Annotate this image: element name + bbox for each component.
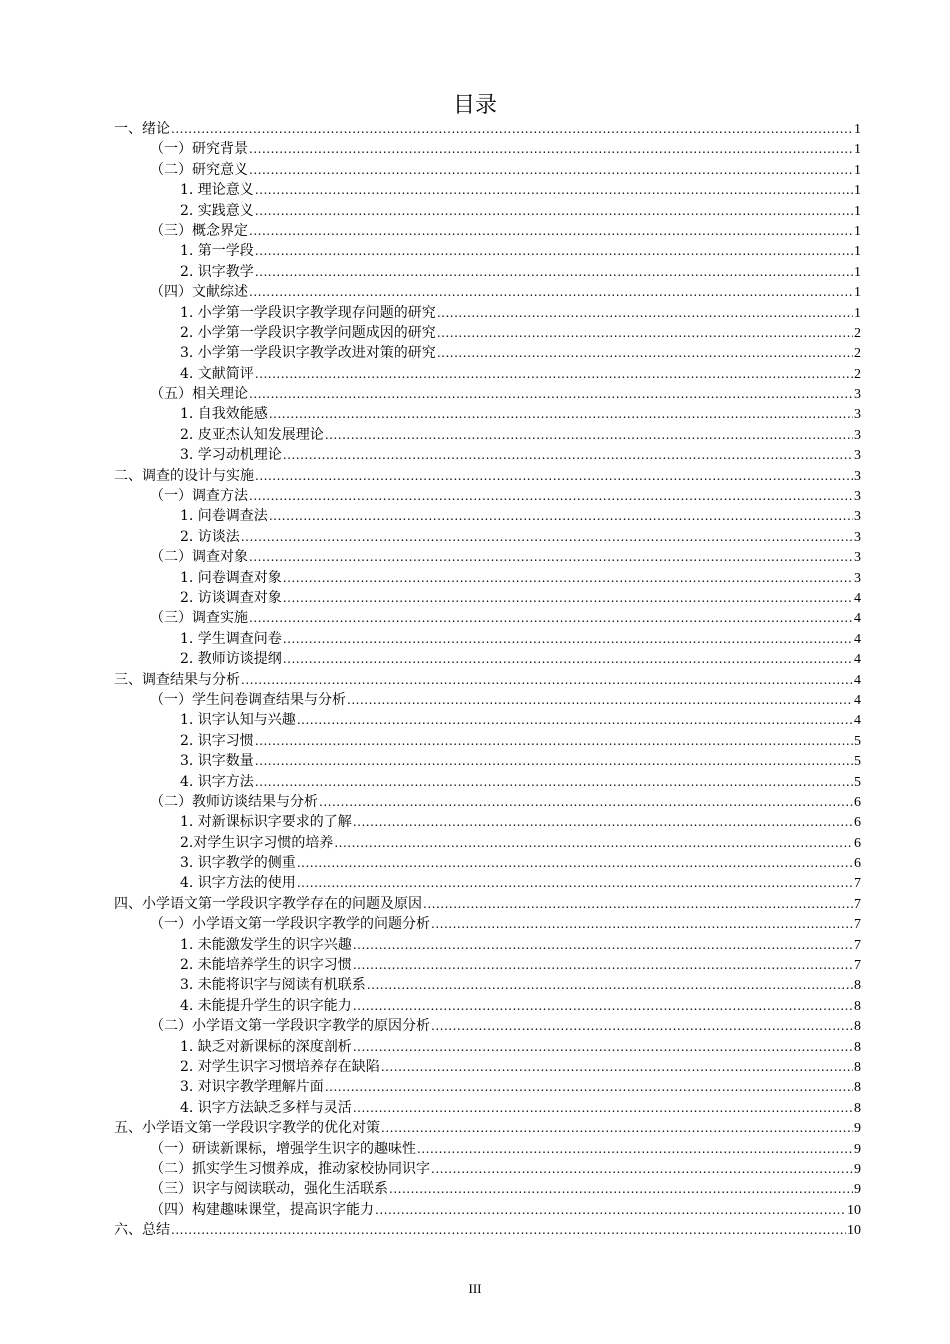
toc-entry-page: 8	[854, 1039, 861, 1055]
toc-dot-leader	[249, 547, 853, 567]
toc-entry-page: 7	[854, 958, 861, 974]
toc-entry[interactable]	[114, 1159, 861, 1179]
toc-entry[interactable]	[114, 751, 861, 771]
toc-entry[interactable]	[114, 221, 861, 241]
toc-entry-page: 3	[854, 387, 861, 403]
toc-dot-leader	[375, 1200, 846, 1220]
toc-dot-leader	[325, 1077, 853, 1097]
toc-entry[interactable]	[114, 241, 861, 261]
toc-dot-leader	[297, 853, 853, 873]
toc-entry[interactable]	[114, 384, 861, 404]
toc-dot-leader	[417, 1139, 853, 1159]
toc-dot-leader	[381, 1057, 853, 1077]
toc-entry-title: 五、小学语文第一学段识字教学的优化对策	[114, 1120, 380, 1137]
toc-entry[interactable]	[114, 139, 861, 159]
page-title: 目录	[452, 93, 497, 118]
toc-entry-page: 3	[854, 529, 861, 545]
toc-entry-title: （三）概念界定	[150, 222, 248, 239]
toc-entry[interactable]	[114, 119, 861, 139]
toc-entry-title: 1. 识字认知与兴趣	[180, 712, 296, 729]
toc-dot-leader	[255, 466, 853, 486]
toc-entry[interactable]	[114, 935, 861, 955]
toc-entry-page: 3	[854, 468, 861, 484]
toc-entry[interactable]	[114, 1220, 861, 1240]
toc-entry-page: 3	[854, 407, 861, 423]
toc-entry-title: 三、调查结果与分析	[114, 671, 240, 688]
toc-entry-page: 7	[854, 876, 861, 892]
toc-entry-page: 4	[854, 590, 861, 606]
toc-entry-page: 3	[854, 509, 861, 525]
toc-entry-page: 8	[854, 998, 861, 1014]
toc-entry-title: 1. 未能激发学生的识字兴趣	[180, 936, 352, 953]
toc-entry-title: 2. 对学生识字习惯培养存在缺陷	[180, 1058, 380, 1075]
toc-entry-page: 1	[854, 142, 861, 158]
toc-entry-page: 4	[854, 692, 861, 708]
toc-entry[interactable]	[114, 1037, 861, 1057]
toc-entry-title: 2. 实践意义	[180, 202, 254, 219]
toc-dot-leader	[381, 1118, 853, 1138]
toc-entry-page: 4	[854, 713, 861, 729]
toc-entry-title: 1. 理论意义	[180, 182, 254, 199]
toc-entry-page: 9	[854, 1121, 861, 1137]
toc-entry[interactable]	[114, 160, 861, 180]
toc-dot-leader	[255, 751, 853, 771]
toc-dot-leader	[431, 914, 853, 934]
toc-entry-page: 8	[854, 1100, 861, 1116]
toc-entry-title: （二）调查对象	[150, 549, 248, 566]
toc-entry[interactable]	[114, 466, 861, 486]
toc-entry-page: 3	[854, 550, 861, 566]
toc-entry-title: 2. 皮亚杰认知发展理论	[180, 426, 324, 443]
toc-entry-title: 1. 缺乏对新课标的深度剖析	[180, 1038, 352, 1055]
toc-entry-page: 3	[854, 489, 861, 505]
toc-entry-title: 3. 识字数量	[180, 753, 254, 770]
toc-entry[interactable]	[114, 486, 861, 506]
toc-dot-leader	[255, 731, 853, 751]
toc-entry-page: 3	[854, 448, 861, 464]
toc-entry-title: 2. 识字教学	[180, 263, 254, 280]
toc-dot-leader	[255, 201, 853, 221]
toc-entry-title: 1. 第一学段	[180, 243, 254, 260]
page-number: III	[468, 1281, 482, 1296]
toc-dot-leader	[367, 975, 853, 995]
toc-entry-title: （二）研究意义	[150, 161, 248, 178]
toc-dot-leader	[353, 812, 853, 832]
toc-entry-page: 8	[854, 1080, 861, 1096]
toc-dot-leader	[255, 262, 853, 282]
toc-entry[interactable]	[114, 1179, 861, 1199]
toc-entry-page: 9	[854, 1182, 861, 1198]
toc-entry-title: 4. 文献简评	[180, 365, 254, 382]
toc-entry-title: （二）小学语文第一学段识字教学的原因分析	[150, 1018, 430, 1035]
toc-entry[interactable]	[114, 914, 861, 934]
toc-entry-title: 3. 未能将识字与阅读有机联系	[180, 977, 366, 994]
toc-entry-title: （一）研究背景	[150, 141, 248, 158]
toc-entry-page: 2	[854, 366, 861, 382]
toc-entry-title: 4. 识字方法的使用	[180, 875, 296, 892]
toc-dot-leader	[255, 772, 853, 792]
toc-dot-leader	[283, 588, 853, 608]
toc-dot-leader	[249, 486, 853, 506]
toc-entry-page: 1	[854, 285, 861, 301]
toc-entry-page: 3	[854, 427, 861, 443]
toc-entry[interactable]	[114, 343, 861, 363]
toc-entry-title: 1. 问卷调查对象	[180, 569, 282, 586]
toc-entry-page: 1	[854, 305, 861, 321]
toc-dot-leader	[241, 670, 853, 690]
toc-entry-page: 1	[854, 264, 861, 280]
toc-entry-title: 1. 自我效能感	[180, 406, 268, 423]
toc-entry-title: 一、绪论	[114, 121, 170, 137]
toc-entry-title: 4. 识字方法缺乏多样与灵活	[180, 1099, 352, 1116]
toc-entry-page: 7	[854, 937, 861, 953]
toc-entry-title: （一）小学语文第一学段识字教学的问题分析	[150, 916, 430, 933]
toc-entry[interactable]	[114, 996, 861, 1016]
toc-entry-title: 1. 小学第一学段识字教学现存问题的研究	[180, 304, 436, 321]
toc-dot-leader	[353, 996, 853, 1016]
toc-entry-page: 4	[854, 652, 861, 668]
toc-entry[interactable]	[114, 1098, 861, 1118]
toc-entry-title: 4. 未能提升学生的识字能力	[180, 997, 352, 1014]
toc-dot-leader	[255, 241, 853, 261]
toc-entry-page: 1	[854, 244, 861, 260]
toc-dot-leader	[353, 1037, 853, 1057]
toc-entry-title: 1. 对新课标识字要求的了解	[180, 814, 352, 831]
toc-dot-leader	[249, 221, 853, 241]
toc-entry[interactable]	[114, 772, 861, 792]
toc-entry[interactable]	[114, 833, 861, 853]
toc-entry-page: 7	[854, 896, 861, 912]
toc-entry-title: 2. 访谈法	[180, 528, 240, 545]
toc-entry-title: （一）调查方法	[150, 488, 248, 505]
toc-entry-title: （一）研读新课标，增强学生识字的趣味性	[150, 1140, 416, 1157]
toc-entry-title: 1. 学生调查问卷	[180, 630, 282, 647]
toc-entry-title: （二）抓实学生习惯养成，推动家校协同识字	[150, 1160, 430, 1177]
toc-entry[interactable]	[114, 975, 861, 995]
toc-entry-title: 4. 识字方法	[180, 773, 254, 790]
toc-dot-leader	[431, 1016, 853, 1036]
toc-entry[interactable]	[114, 629, 861, 649]
toc-entry-page: 9	[854, 1141, 861, 1157]
toc-dot-leader	[283, 629, 853, 649]
toc-entry[interactable]	[114, 955, 861, 975]
toc-entry-title: 3. 小学第一学段识字教学改进对策的研究	[180, 345, 436, 362]
toc-entry[interactable]	[114, 670, 861, 690]
toc-entry-page: 10	[847, 1202, 861, 1218]
toc-entry[interactable]	[114, 180, 861, 200]
toc-entry[interactable]	[114, 323, 861, 343]
toc-entry-page: 5	[854, 733, 861, 749]
toc-entry[interactable]	[114, 873, 861, 893]
toc-dot-leader	[255, 180, 853, 200]
toc-entry-title: （四）文献综述	[150, 284, 248, 301]
toc-entry-title: 1. 问卷调查法	[180, 508, 268, 525]
toc-entry[interactable]	[114, 812, 861, 832]
toc-entry-title: （三）调查实施	[150, 610, 248, 627]
toc-entry[interactable]	[114, 425, 861, 445]
toc-dot-leader	[249, 384, 853, 404]
toc-entry-title: 2.对学生识字习惯的培养	[180, 834, 334, 851]
toc-dot-leader	[353, 935, 853, 955]
toc-dot-leader	[423, 894, 853, 914]
toc-entry-page: 1	[854, 162, 861, 178]
toc-dot-leader	[437, 303, 853, 323]
toc-entry-page: 8	[854, 1019, 861, 1035]
toc-entry-page: 6	[854, 815, 861, 831]
toc-entry[interactable]	[114, 1139, 861, 1159]
toc-entry-page: 6	[854, 794, 861, 810]
toc-entry-title: 2. 未能培养学生的识字习惯	[180, 957, 352, 974]
toc-entry-title: 2. 识字习惯	[180, 732, 254, 749]
toc-entry-page: 9	[854, 1161, 861, 1177]
toc-dot-leader	[283, 649, 853, 669]
toc-dot-leader	[353, 955, 853, 975]
toc-dot-leader	[297, 710, 853, 730]
toc-entry[interactable]	[114, 792, 861, 812]
toc-entry-title: （二）教师访谈结果与分析	[150, 793, 318, 810]
toc-entry[interactable]	[114, 506, 861, 526]
toc-dot-leader	[171, 119, 853, 139]
toc-entry-title: 2. 访谈调查对象	[180, 589, 282, 606]
toc-entry[interactable]	[114, 404, 861, 424]
toc-entry-page: 1	[854, 223, 861, 239]
toc-dot-leader	[255, 364, 853, 384]
toc-entry[interactable]	[114, 1118, 861, 1138]
toc-entry-title: （五）相关理论	[150, 386, 248, 403]
toc-entry[interactable]	[114, 894, 861, 914]
toc-entry[interactable]	[114, 690, 861, 710]
toc-dot-leader	[325, 425, 853, 445]
toc-dot-leader	[171, 1220, 846, 1240]
toc-entry-page: 5	[854, 754, 861, 770]
table-of-contents	[114, 119, 861, 1240]
toc-entry[interactable]	[114, 527, 861, 547]
toc-entry-title: （三）识字与阅读联动，强化生活联系	[150, 1181, 388, 1198]
toc-dot-leader	[249, 139, 853, 159]
toc-entry[interactable]	[114, 1077, 861, 1097]
toc-entry-page: 4	[854, 672, 861, 688]
toc-entry-page: 5	[854, 774, 861, 790]
toc-entry-title: 3. 识字教学的侧重	[180, 855, 296, 872]
toc-entry-page: 8	[854, 978, 861, 994]
toc-entry-title: 2. 小学第一学段识字教学问题成因的研究	[180, 324, 436, 341]
toc-dot-leader	[431, 1159, 853, 1179]
toc-entry-page: 8	[854, 1059, 861, 1075]
toc-entry-page: 6	[854, 856, 861, 872]
toc-entry[interactable]	[114, 201, 861, 221]
toc-entry-page: 2	[854, 325, 861, 341]
toc-dot-leader	[249, 608, 853, 628]
toc-dot-leader	[283, 445, 853, 465]
toc-entry-page: 10	[847, 1223, 861, 1239]
toc-entry-page: 2	[854, 346, 861, 362]
toc-entry-page: 1	[854, 183, 861, 199]
toc-entry[interactable]	[114, 262, 861, 282]
toc-entry[interactable]	[114, 568, 861, 588]
toc-entry-page: 1	[854, 203, 861, 219]
toc-entry[interactable]	[114, 710, 861, 730]
toc-dot-leader	[347, 690, 853, 710]
toc-entry-title: （一）学生问卷调查结果与分析	[150, 691, 346, 708]
toc-entry-title: 四、小学语文第一学段识字教学存在的问题及原因	[114, 895, 422, 912]
toc-entry[interactable]	[114, 445, 861, 465]
toc-entry-title: 2. 教师访谈提纲	[180, 651, 282, 668]
toc-entry[interactable]	[114, 1200, 861, 1220]
toc-dot-leader	[241, 527, 853, 547]
toc-entry-page: 6	[854, 835, 861, 851]
toc-dot-leader	[269, 404, 853, 424]
toc-dot-leader	[353, 1098, 853, 1118]
toc-entry[interactable]	[114, 1057, 861, 1077]
toc-entry[interactable]	[114, 608, 861, 628]
toc-entry[interactable]	[114, 649, 861, 669]
toc-entry-title: （四）构建趣味课堂，提高识字能力	[150, 1201, 374, 1218]
toc-entry-page: 1	[854, 122, 861, 137]
toc-entry[interactable]	[114, 364, 861, 384]
toc-entry-page: 3	[854, 570, 861, 586]
toc-entry[interactable]	[114, 853, 861, 873]
toc-entry-title: 3. 学习动机理论	[180, 447, 282, 464]
toc-entry-page: 4	[854, 611, 861, 627]
toc-dot-leader	[437, 323, 853, 343]
toc-entry-page: 4	[854, 631, 861, 647]
toc-dot-leader	[249, 282, 853, 302]
toc-dot-leader	[319, 792, 853, 812]
toc-entry-title: 二、调查的设计与实施	[114, 467, 254, 484]
toc-entry[interactable]	[114, 588, 861, 608]
toc-entry-page: 7	[854, 917, 861, 933]
toc-dot-leader	[249, 160, 853, 180]
toc-entry[interactable]	[114, 282, 861, 302]
toc-dot-leader	[389, 1179, 853, 1199]
toc-entry-title: 六、总结	[114, 1222, 170, 1239]
toc-dot-leader	[269, 506, 853, 526]
toc-entry[interactable]	[114, 1016, 861, 1036]
toc-entry[interactable]	[114, 547, 861, 567]
toc-entry[interactable]	[114, 731, 861, 751]
toc-dot-leader	[437, 343, 853, 363]
toc-entry[interactable]	[114, 303, 861, 323]
toc-dot-leader	[297, 873, 853, 893]
toc-entry-title: 3. 对识字教学理解片面	[180, 1079, 324, 1096]
toc-dot-leader	[283, 568, 853, 588]
toc-dot-leader	[334, 833, 853, 853]
